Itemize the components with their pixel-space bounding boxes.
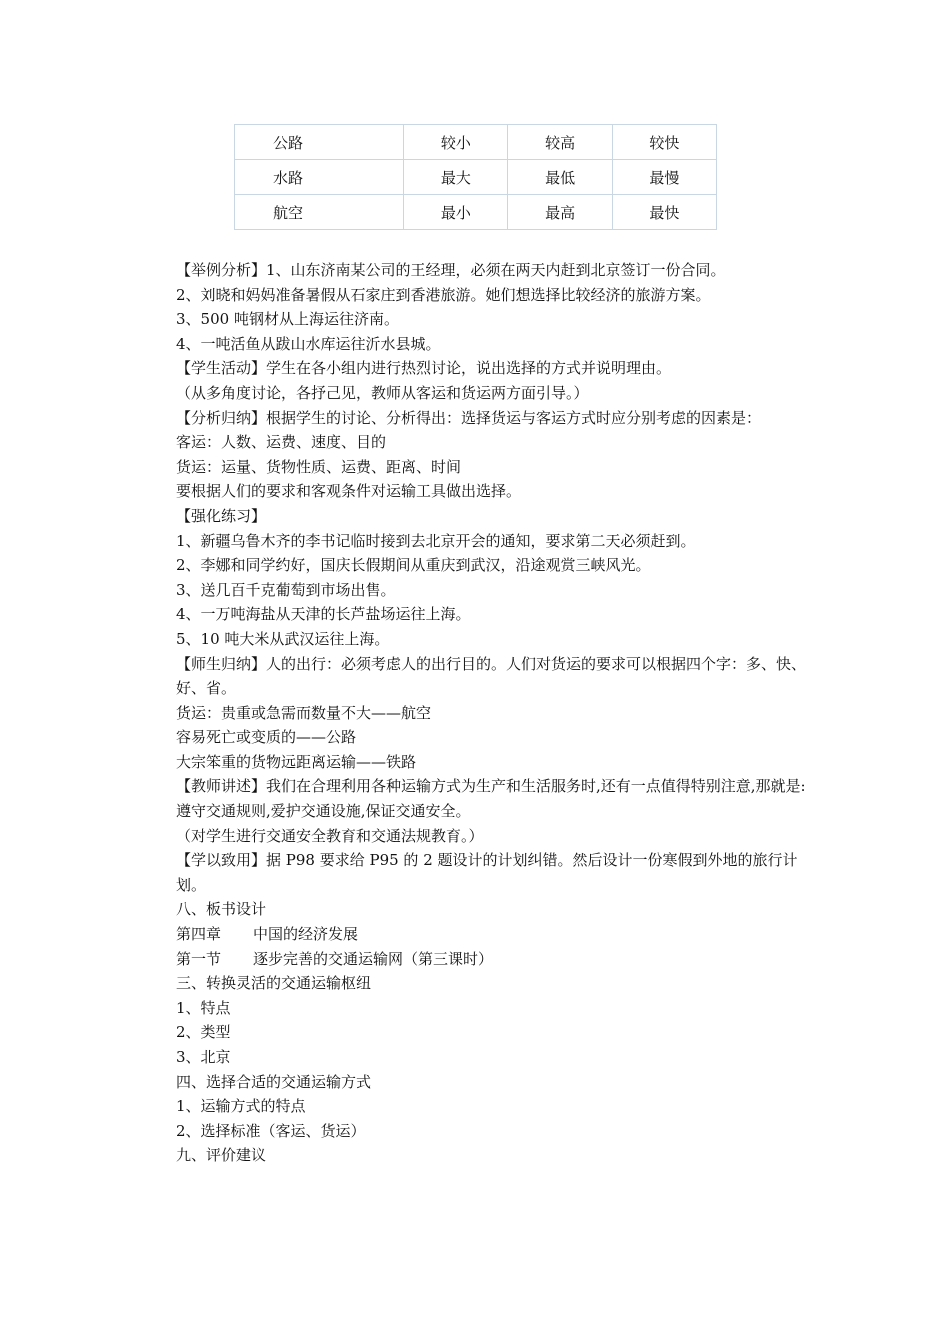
section-title: 逐步完善的交通运输网（第三课时） bbox=[253, 949, 494, 968]
table-cell: 最快 bbox=[612, 195, 716, 230]
table-cell: 公路 bbox=[235, 125, 404, 160]
paragraph: 2、类型 bbox=[176, 1023, 231, 1042]
section-label: 第一节 bbox=[176, 949, 222, 968]
board-section-line bbox=[176, 947, 816, 972]
chapter-label: 第四章 bbox=[176, 925, 222, 944]
paragraph: 5、10 吨大米从武汉运往上海。 bbox=[176, 629, 390, 648]
paragraph: 货运：运量、货物性质、运费、距离、时间 bbox=[176, 457, 462, 476]
paragraph: 【学以致用】据 P98 要求给 P95 的 2 题设计的计划纠错。然后设计一份寒假到外地的旅行计划。 bbox=[176, 851, 798, 894]
table-row bbox=[235, 195, 717, 230]
paragraph: 【分析归纳】根据学生的讨论、分析得出：选择货运与客运方式时应分别考虑的因素是： bbox=[176, 408, 762, 427]
paragraph: 【举例分析】1、山东济南某公司的王经理，必须在两天内赶到北京签订一份合同。 bbox=[176, 261, 726, 279]
paragraph: 1、运输方式的特点 bbox=[176, 1097, 306, 1116]
paragraph: 容易死亡或变质的——公路 bbox=[176, 728, 357, 747]
paragraph: 4、一万吨海盐从天津的长芦盐场运往上海。 bbox=[176, 605, 471, 624]
table-cell: 最慢 bbox=[612, 160, 716, 195]
paragraph: 客运：人数、运费、速度、目的 bbox=[176, 433, 387, 452]
table-cell: 较快 bbox=[612, 125, 716, 160]
table-cell: 最小 bbox=[404, 195, 508, 230]
section-heading: 八、板书设计 bbox=[176, 900, 267, 919]
transport-comparison-table bbox=[234, 124, 717, 230]
paragraph: 3、送几百千克葡萄到市场出售。 bbox=[176, 580, 396, 599]
paragraph: 货运：贵重或急需而数量不大——航空 bbox=[176, 703, 432, 722]
paragraph: （对学生进行交通安全教育和交通法规教育。） bbox=[176, 826, 484, 845]
paragraph: 1、新疆乌鲁木齐的李书记临时接到去北京开会的通知，要求第二天必须赶到。 bbox=[176, 531, 696, 550]
paragraph: 4、一吨活鱼从跋山水库运往沂水县城。 bbox=[176, 334, 441, 353]
paragraph: 3、北京 bbox=[176, 1048, 231, 1066]
table-row bbox=[235, 160, 717, 195]
paragraph: 2、李娜和同学约好，国庆长假期间从重庆到武汉，沿途观赏三峡风光。 bbox=[176, 556, 651, 575]
table-cell: 最大 bbox=[404, 160, 508, 195]
table-cell: 较高 bbox=[508, 125, 612, 160]
board-chapter-line bbox=[176, 922, 816, 947]
table-cell: 较小 bbox=[404, 125, 508, 160]
paragraph: 1、特点 bbox=[176, 998, 231, 1017]
table-cell: 最高 bbox=[508, 195, 612, 230]
table-row bbox=[235, 125, 717, 160]
paragraph: 【师生归纳】人的出行：必须考虑人的出行目的。人们对货运的要求可以根据四个字：多、快、好、省。 bbox=[176, 654, 807, 698]
paragraph: 四、选择合适的交通运输方式 bbox=[176, 1072, 372, 1091]
chapter-title: 中国的经济发展 bbox=[253, 925, 359, 944]
table-cell: 水路 bbox=[235, 160, 404, 195]
paragraph: 3、500 吨钢材从上海运往济南。 bbox=[176, 310, 399, 329]
section-heading: 九、评价建议 bbox=[176, 1146, 267, 1165]
paragraph: 【学生活动】学生在各小组内进行热烈讨论，说出选择的方式并说明理由。 bbox=[176, 359, 672, 378]
paragraph: 要根据人们的要求和客观条件对运输工具做出选择。 bbox=[176, 482, 522, 501]
table-cell: 最低 bbox=[508, 160, 612, 195]
lesson-body-text bbox=[176, 258, 816, 1168]
paragraph: 大宗笨重的货物远距离运输——铁路 bbox=[176, 752, 417, 771]
section-heading: 【强化练习】 bbox=[176, 506, 267, 525]
paragraph: 三、转换灵活的交通运输枢纽 bbox=[176, 974, 372, 993]
paragraph: 2、刘晓和妈妈准备暑假从石家庄到香港旅游。她们想选择比较经济的旅游方案。 bbox=[176, 285, 711, 304]
table-cell: 航空 bbox=[235, 195, 404, 230]
paragraph: 【教师讲述】我们在合理利用各种运输方式为生产和生活服务时,还有一点值得特别注意,那就是:遵守交通规则,爱护交通设施,保证交通安全。 bbox=[176, 777, 806, 821]
paragraph: （从多角度讨论，各抒己见，教师从客运和货运两方面引导。） bbox=[176, 383, 589, 402]
paragraph: 2、选择标准（客运、货运） bbox=[176, 1121, 366, 1140]
